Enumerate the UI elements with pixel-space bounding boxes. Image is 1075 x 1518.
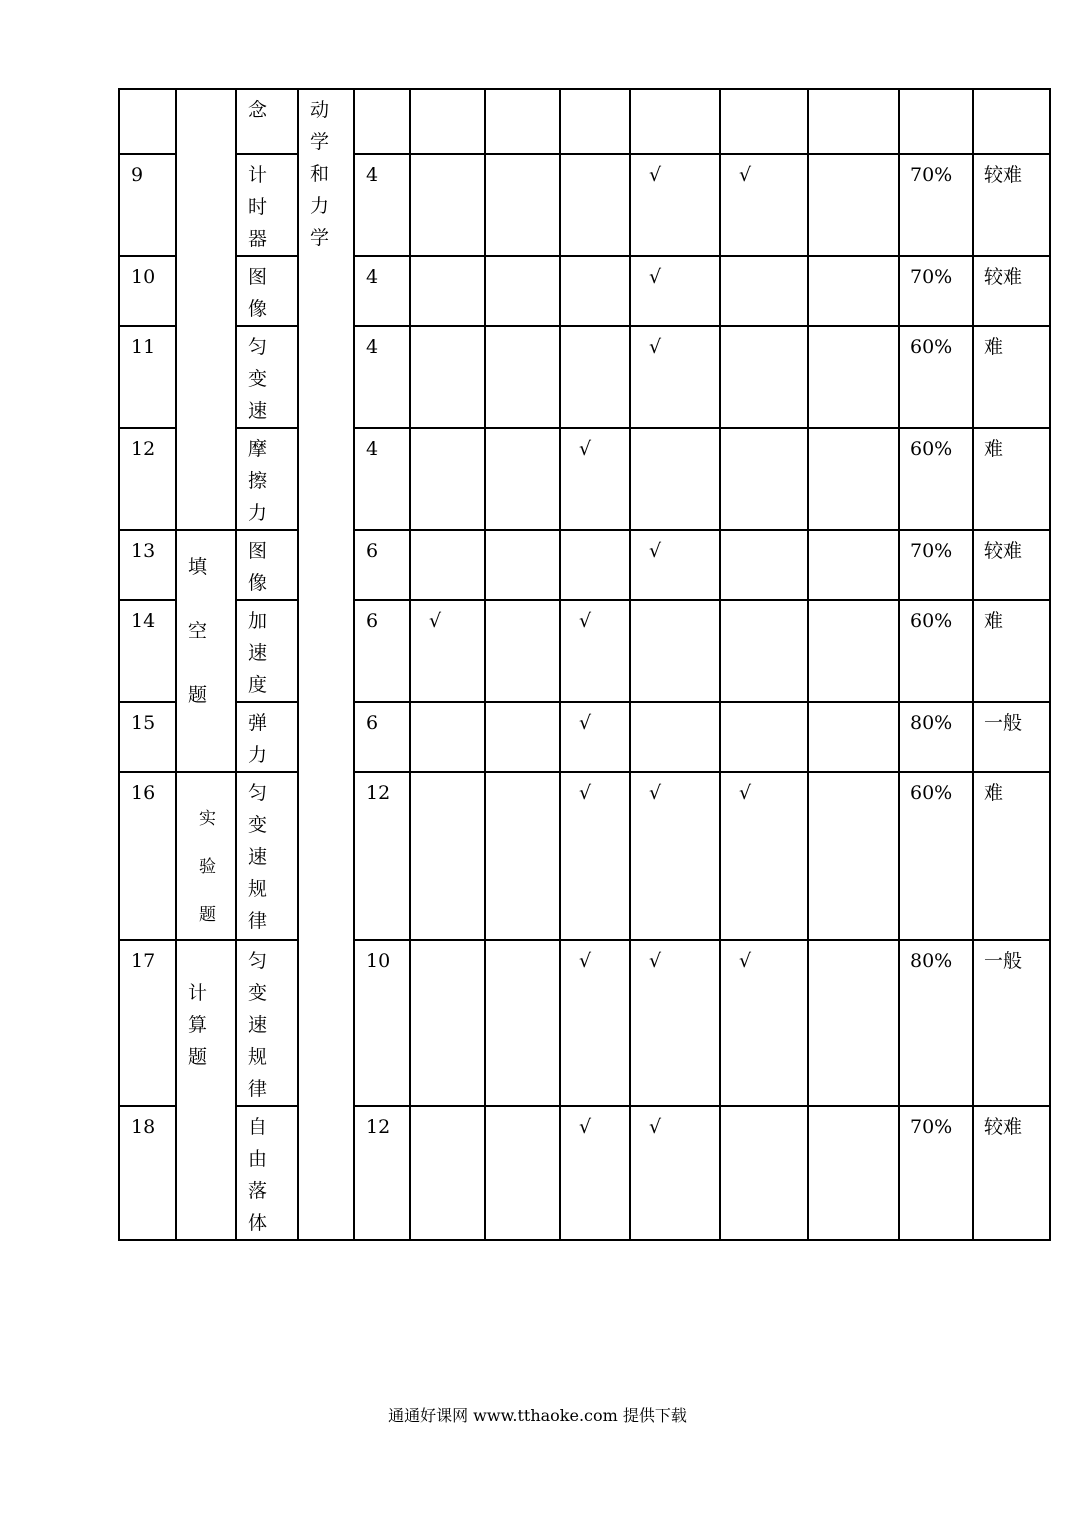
num-cell: 13 [119, 530, 176, 600]
check-mark-cell [485, 256, 560, 326]
difficulty-cell: 难 [973, 326, 1050, 428]
topic-char: 图 [248, 540, 268, 562]
num-cell [119, 89, 176, 154]
check-mark-cell [808, 326, 899, 428]
check-mark-cell [630, 428, 720, 530]
topic-char: 体 [248, 1212, 268, 1234]
check-mark-cell [410, 772, 485, 940]
check-mark-cell [808, 428, 899, 530]
check-mark-cell [808, 772, 899, 940]
mark-cell [560, 89, 630, 154]
topic-char: 像 [248, 572, 268, 594]
score-cell: 4 [354, 428, 410, 530]
topic-cell [236, 772, 298, 940]
topic-char: 加 [248, 610, 268, 632]
module-char: 学 [310, 131, 330, 153]
rate-cell: 70% [899, 530, 973, 600]
topic-char: 自 [248, 1116, 268, 1138]
topic-cell [236, 256, 298, 326]
table-row [119, 530, 1050, 600]
difficulty-cell: 难 [973, 600, 1050, 702]
topic-cell [236, 702, 298, 772]
score-cell: 4 [354, 154, 410, 256]
difficulty-cell: 较难 [973, 1106, 1050, 1240]
check-mark-cell: √ [630, 530, 720, 600]
question-type-char: 题 [188, 684, 208, 706]
check-mark-cell: √ [560, 428, 630, 530]
rate-cell: 80% [899, 940, 973, 1106]
check-mark-cell [808, 940, 899, 1106]
mark-cell [720, 89, 808, 154]
check-mark-cell [485, 1106, 560, 1240]
score-cell [354, 89, 410, 154]
num-cell: 11 [119, 326, 176, 428]
topic-char: 规 [248, 878, 268, 900]
module-char: 学 [310, 227, 330, 249]
check-mark-cell [720, 600, 808, 702]
question-type-char: 实 [199, 809, 216, 829]
type-cell [176, 89, 236, 530]
check-mark-cell [410, 428, 485, 530]
topic-char: 摩 [248, 438, 268, 460]
check-mark-cell [410, 154, 485, 256]
rate-cell: 60% [899, 428, 973, 530]
table-row [119, 600, 1050, 702]
topic-char: 像 [248, 298, 268, 320]
topic-cell [236, 940, 298, 1106]
check-mark-cell [485, 600, 560, 702]
topic-char: 变 [248, 814, 268, 836]
module-char: 力 [310, 195, 330, 217]
check-mark-cell: √ [560, 702, 630, 772]
score-cell: 4 [354, 326, 410, 428]
num-cell: 12 [119, 428, 176, 530]
topic-char: 律 [248, 1078, 268, 1100]
check-mark-cell [720, 1106, 808, 1240]
question-type-char: 算 [188, 1014, 208, 1036]
topic-char: 匀 [248, 336, 268, 358]
check-mark-cell: √ [560, 940, 630, 1106]
module-char: 动 [310, 99, 330, 121]
num-cell: 17 [119, 940, 176, 1106]
topic-char: 变 [248, 982, 268, 1004]
score-cell: 6 [354, 600, 410, 702]
difficulty-cell: 难 [973, 772, 1050, 940]
check-mark-cell [808, 256, 899, 326]
table-row [119, 772, 1050, 940]
table-row [119, 428, 1050, 530]
check-mark-cell [410, 940, 485, 1106]
check-mark-cell [808, 702, 899, 772]
check-mark-cell [808, 530, 899, 600]
difficulty-cell: 较难 [973, 530, 1050, 600]
topic-char: 念 [248, 99, 268, 121]
rate-cell: 70% [899, 154, 973, 256]
question-type-char: 填 [188, 556, 208, 578]
check-mark-cell: √ [630, 326, 720, 428]
score-cell: 6 [354, 702, 410, 772]
check-mark-cell [410, 256, 485, 326]
check-mark-cell: √ [630, 940, 720, 1106]
score-cell: 10 [354, 940, 410, 1106]
topic-char: 速 [248, 1014, 268, 1036]
topic-char: 匀 [248, 782, 268, 804]
question-type-char: 验 [199, 857, 216, 877]
exam-spec-table [118, 88, 1051, 1241]
topic-char: 力 [248, 744, 268, 766]
num-cell: 9 [119, 154, 176, 256]
difficulty-cell: 较难 [973, 256, 1050, 326]
num-cell: 15 [119, 702, 176, 772]
check-mark-cell: √ [410, 600, 485, 702]
topic-char: 由 [248, 1148, 268, 1170]
check-mark-cell [410, 1106, 485, 1240]
topic-cell [236, 428, 298, 530]
check-mark-cell: √ [630, 772, 720, 940]
check-mark-cell: √ [630, 256, 720, 326]
question-type-cell [176, 772, 236, 940]
topic-cell [236, 89, 298, 154]
score-cell: 4 [354, 256, 410, 326]
topic-char: 图 [248, 266, 268, 288]
table-row [119, 326, 1050, 428]
mark-cell [485, 89, 560, 154]
check-mark-cell [410, 326, 485, 428]
topic-char: 速 [248, 400, 268, 422]
question-type-cell [176, 940, 236, 1240]
check-mark-cell: √ [560, 772, 630, 940]
question-type-cell [176, 530, 236, 772]
question-type-char: 题 [188, 1046, 208, 1068]
rate-cell: 70% [899, 1106, 973, 1240]
topic-cell [236, 1106, 298, 1240]
topic-cell [236, 154, 298, 256]
check-mark-cell [485, 530, 560, 600]
score-cell: 6 [354, 530, 410, 600]
check-mark-cell [560, 256, 630, 326]
difficulty-cell: 较难 [973, 154, 1050, 256]
topic-char: 力 [248, 502, 268, 524]
rate-cell: 80% [899, 702, 973, 772]
rate-cell: 70% [899, 256, 973, 326]
rate-cell: 60% [899, 326, 973, 428]
score-cell: 12 [354, 1106, 410, 1240]
difficulty-cell [973, 89, 1050, 154]
check-mark-cell: √ [720, 772, 808, 940]
topic-char: 速 [248, 642, 268, 664]
check-mark-cell [485, 940, 560, 1106]
topic-char: 变 [248, 368, 268, 390]
rate-cell [899, 89, 973, 154]
check-mark-cell: √ [630, 1106, 720, 1240]
rate-cell: 60% [899, 600, 973, 702]
check-mark-cell: √ [560, 600, 630, 702]
rate-cell: 60% [899, 772, 973, 940]
check-mark-cell [485, 772, 560, 940]
table-row [119, 940, 1050, 1106]
mark-cell [630, 89, 720, 154]
check-mark-cell [720, 428, 808, 530]
topic-char: 速 [248, 846, 268, 868]
mark-cell [808, 89, 899, 154]
topic-char: 规 [248, 1046, 268, 1068]
check-mark-cell [630, 702, 720, 772]
table-body [119, 89, 1050, 1240]
check-mark-cell [720, 326, 808, 428]
check-mark-cell [720, 530, 808, 600]
check-mark-cell [410, 702, 485, 772]
topic-char: 律 [248, 910, 268, 932]
check-mark-cell [485, 702, 560, 772]
table-row [119, 89, 1050, 154]
question-type-char: 空 [188, 620, 208, 642]
check-mark-cell [560, 154, 630, 256]
check-mark-cell [808, 1106, 899, 1240]
table-row [119, 256, 1050, 326]
num-cell: 16 [119, 772, 176, 940]
table-row [119, 702, 1050, 772]
topic-char: 器 [248, 228, 268, 250]
table-row [119, 1106, 1050, 1240]
num-cell: 14 [119, 600, 176, 702]
topic-char: 匀 [248, 950, 268, 972]
check-mark-cell [630, 600, 720, 702]
difficulty-cell: 一般 [973, 702, 1050, 772]
mark-cell [410, 89, 485, 154]
check-mark-cell: √ [560, 1106, 630, 1240]
num-cell: 18 [119, 1106, 176, 1240]
topic-char: 落 [248, 1180, 268, 1202]
footer-text: 通通好课网 www.tthaoke.com 提供下载 [388, 1406, 687, 1425]
check-mark-cell [808, 154, 899, 256]
question-type-char: 计 [188, 982, 208, 1004]
check-mark-cell: √ [720, 154, 808, 256]
check-mark-cell [560, 530, 630, 600]
check-mark-cell [560, 326, 630, 428]
module-cell [298, 89, 354, 1240]
difficulty-cell: 难 [973, 428, 1050, 530]
topic-char: 度 [248, 674, 268, 696]
difficulty-cell: 一般 [973, 940, 1050, 1106]
check-mark-cell [410, 530, 485, 600]
check-mark-cell [720, 256, 808, 326]
module-char: 和 [310, 163, 330, 185]
topic-char: 弹 [248, 712, 268, 734]
check-mark-cell [720, 702, 808, 772]
check-mark-cell: √ [630, 154, 720, 256]
check-mark-cell [808, 600, 899, 702]
table-row [119, 154, 1050, 256]
check-mark-cell [485, 428, 560, 530]
topic-cell [236, 326, 298, 428]
num-cell: 10 [119, 256, 176, 326]
check-mark-cell: √ [720, 940, 808, 1106]
check-mark-cell [485, 154, 560, 256]
topic-cell [236, 530, 298, 600]
question-type-char: 题 [199, 905, 216, 925]
topic-char: 计 [248, 164, 268, 186]
topic-char: 时 [248, 196, 268, 218]
score-cell: 12 [354, 772, 410, 940]
topic-cell [236, 600, 298, 702]
check-mark-cell [485, 326, 560, 428]
topic-char: 擦 [248, 470, 268, 492]
